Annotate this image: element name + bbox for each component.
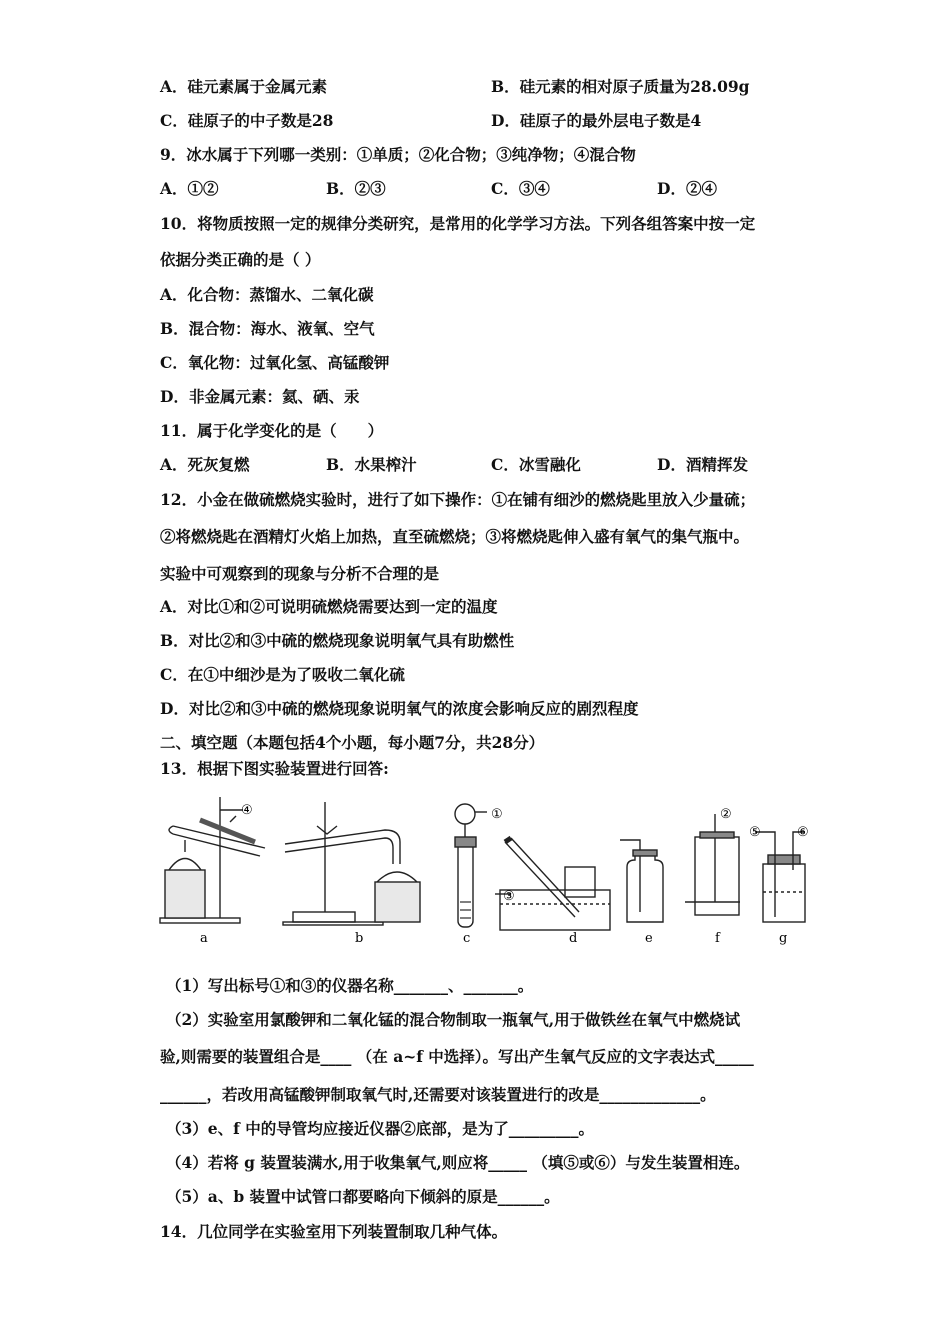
q9-option-b: B．②③ <box>326 179 386 198</box>
q12-stem-line1: 12．小金在做硫燃烧实验时，进行了如下操作：①在铺有细沙的燃烧匙里放入少量硫； <box>160 490 756 509</box>
q13-part4: （4）若将 g 装置装满水,用于收集氧气,则应将_____ （填⑤或⑥）与发生装置相连。 <box>166 1153 750 1172</box>
q11-option-b: B．水果榨汁 <box>326 455 417 474</box>
q9-option-a: A．①② <box>160 179 219 198</box>
q13-part2-line2: 验,则需要的装置组合是____ （在 a~f 中选择）。写出产生氧气反应的文字表达式_____ <box>160 1047 754 1066</box>
q12-option-d: D．对比②和③中硫的燃烧现象说明氧气的浓度会影响反应的剧烈程度 <box>160 699 639 718</box>
marker-6: ⑥ <box>797 825 809 840</box>
apparatus-b <box>283 802 420 925</box>
q12-option-c: C．在①中细沙是为了吸收二氧化硫 <box>160 665 405 684</box>
q10-option-d: D．非金属元素：氦、硒、汞 <box>160 387 360 406</box>
q11-option-d: D．酒精挥发 <box>657 455 748 474</box>
q13-part3: （3）e、f 中的导管均应接近仪器②底部，是为了_________。 <box>166 1119 594 1138</box>
q13-part5: （5）a、b 装置中试管口都要略向下倾斜的原是______。 <box>166 1187 560 1206</box>
apparatus-g <box>755 832 805 922</box>
label-b: b <box>355 931 364 946</box>
q8-option-d: D．硅原子的最外层电子数是4 <box>491 111 702 130</box>
q13-stem: 13．根据下图实验装置进行回答: <box>160 759 389 778</box>
q10-option-b: B．混合物：海水、液氧、空气 <box>160 319 375 338</box>
marker-5: ⑤ <box>749 825 761 840</box>
marker-1: ① <box>491 807 503 822</box>
marker-2: ② <box>720 807 732 822</box>
label-f: f <box>715 931 720 946</box>
marker-4: ④ <box>241 803 253 818</box>
q14-stem: 14．几位同学在实验室用下列装置制取几种气体。 <box>160 1222 508 1241</box>
section-heading: 二、填空题（本题包括4个小题，每小题7分，共28分） <box>160 733 545 752</box>
q10-stem-line2: 依据分类正确的是（ ） <box>160 250 321 269</box>
apparatus-figure <box>155 792 835 952</box>
q8-option-b: B．硅元素的相对原子质量为28.09g <box>491 77 750 96</box>
apparatus-e <box>620 840 663 922</box>
q11-option-c: C．冰雪融化 <box>491 455 581 474</box>
q12-option-a: A．对比①和②可说明硫燃烧需要达到一定的温度 <box>160 597 498 616</box>
q9-option-c: C．③④ <box>491 179 550 198</box>
q10-option-c: C．氧化物：过氧化氢、高锰酸钾 <box>160 353 390 372</box>
q8-option-c: C．硅原子的中子数是28 <box>160 111 334 130</box>
q12-stem-line3: 实验中可观察到的现象与分析不合理的是 <box>160 564 440 583</box>
q12-option-b: B．对比②和③中硫的燃烧现象说明氧气具有助燃性 <box>160 631 515 650</box>
label-d: d <box>569 931 578 946</box>
q11-option-a: A．死灰复燃 <box>160 455 250 474</box>
label-c: c <box>463 931 471 946</box>
apparatus-d <box>495 838 610 930</box>
label-g: g <box>779 931 788 946</box>
q10-stem-line1: 10．将物质按照一定的规律分类研究，是常用的化学学习方法。下列各组答案中按一定 <box>160 214 756 233</box>
q12-stem-line2: ②将燃烧匙在酒精灯火焰上加热，直至硫燃烧；③将燃烧匙伸入盛有氧气的集气瓶中。 <box>160 527 750 546</box>
q9-option-d: D．②④ <box>657 179 717 198</box>
q9-stem: 9．冰水属于下列哪一类别：①单质；②化合物；③纯净物；④混合物 <box>160 145 636 164</box>
apparatus-f <box>685 814 740 915</box>
label-a: a <box>200 931 208 946</box>
label-e: e <box>645 931 653 946</box>
apparatus-c <box>455 804 487 927</box>
q8-option-a: A．硅元素属于金属元素 <box>160 77 328 96</box>
q13-part2-line1: （2）实验室用氯酸钾和二氧化锰的混合物制取一瓶氧气,用于做铁丝在氧气中燃烧试 <box>166 1010 741 1029</box>
q11-stem: 11．属于化学变化的是（ ） <box>160 421 384 440</box>
q10-option-a: A．化合物：蒸馏水、二氧化碳 <box>160 285 374 304</box>
q13-part1: （1）写出标号①和③的仪器名称_______、_______。 <box>166 976 534 995</box>
q13-part2-line3: ______，若改用高锰酸钾制取氧气时,还需要对该装置进行的改是_____________。 <box>160 1085 716 1104</box>
marker-3: ③ <box>503 889 515 904</box>
